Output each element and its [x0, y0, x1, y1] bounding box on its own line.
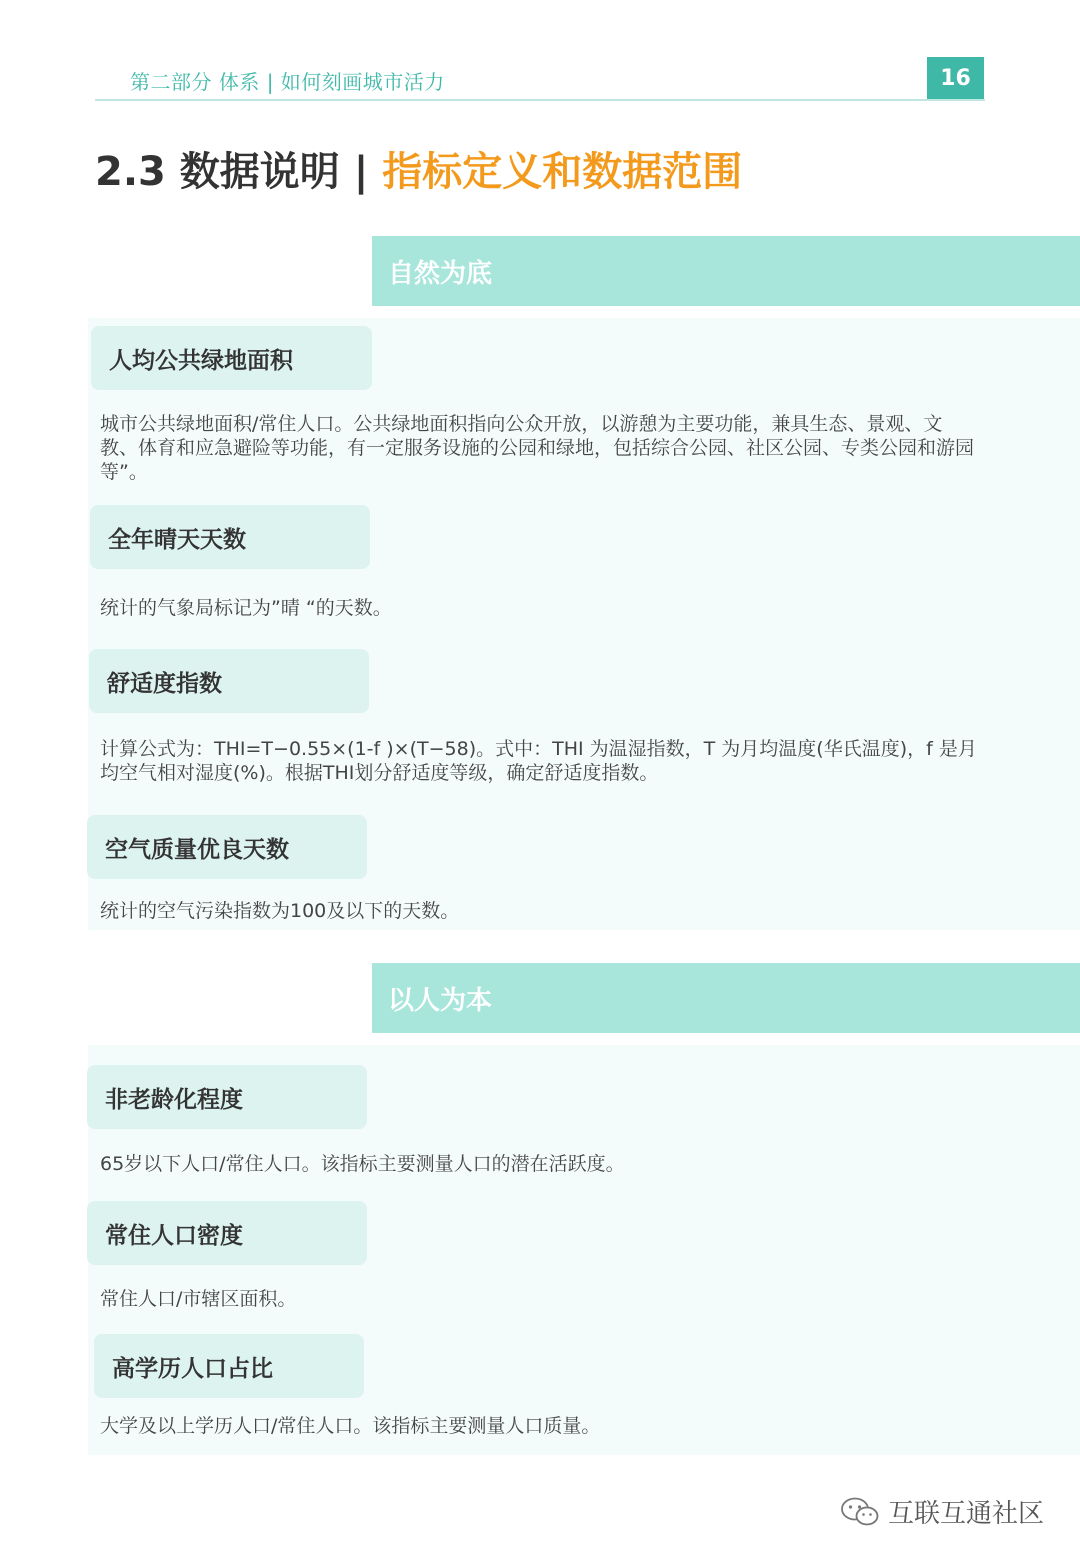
- header-divider: [95, 99, 985, 101]
- watermark-text: 互联互通社区: [887, 1499, 1044, 1529]
- indicator-description: 城市公共绿地面积/常住人口。公共绿地面积指向公众开放，以游憩为主要功能，兼具生态、景观、文教、体育和应急避险等功能，有一定服务设施的公园和绿地，包括综合公园、社区公园、专类公园和游园等”。: [100, 413, 975, 483]
- indicator-description: 65岁以下人口/常住人口。该指标主要测量人口的潜在活跃度。: [100, 1153, 625, 1175]
- indicator-description: 统计的气象局标记为”晴 “的天数。: [100, 597, 392, 619]
- indicator-label: 全年晴天天数: [90, 505, 370, 569]
- watermark: [840, 1493, 1044, 1530]
- indicator-label: 舒适度指数: [89, 649, 369, 713]
- header-section-text: 第二部分 体系 | 如何刻画城市活力: [130, 70, 445, 94]
- section-heading-nature: 自然为底: [372, 236, 1080, 306]
- page-number: 16: [927, 57, 984, 99]
- indicator-description: 大学及以上学历人口/常住人口。该指标主要测量人口质量。: [100, 1415, 601, 1437]
- page-title-number: 2.3 数据说明 |: [95, 149, 383, 195]
- indicator-description: 统计的空气污染指数为100及以下的天数。: [100, 900, 460, 922]
- indicator-description: 计算公式为：THI=T−0.55×(1-f )×(T−58)。式中：THI 为温湿指数，T 为月均温度(华氏温度)，f 是月均空气相对湿度(%)。根据THI划分舒适度等级，确定舒适度指数。: [100, 738, 977, 784]
- indicator-label: 高学历人口占比: [94, 1334, 364, 1398]
- page-title: [95, 140, 742, 197]
- indicator-description: 常住人口/市辖区面积。: [100, 1288, 297, 1310]
- section-heading-people: 以人为本: [372, 963, 1080, 1033]
- wechat-icon: [840, 1496, 880, 1528]
- indicator-label: 空气质量优良天数: [87, 815, 367, 879]
- indicator-label: 人均公共绿地面积: [91, 326, 372, 390]
- indicator-label: 非老龄化程度: [87, 1065, 367, 1129]
- page-title-accent: 指标定义和数据范围: [382, 149, 743, 195]
- indicator-label: 常住人口密度: [87, 1201, 367, 1265]
